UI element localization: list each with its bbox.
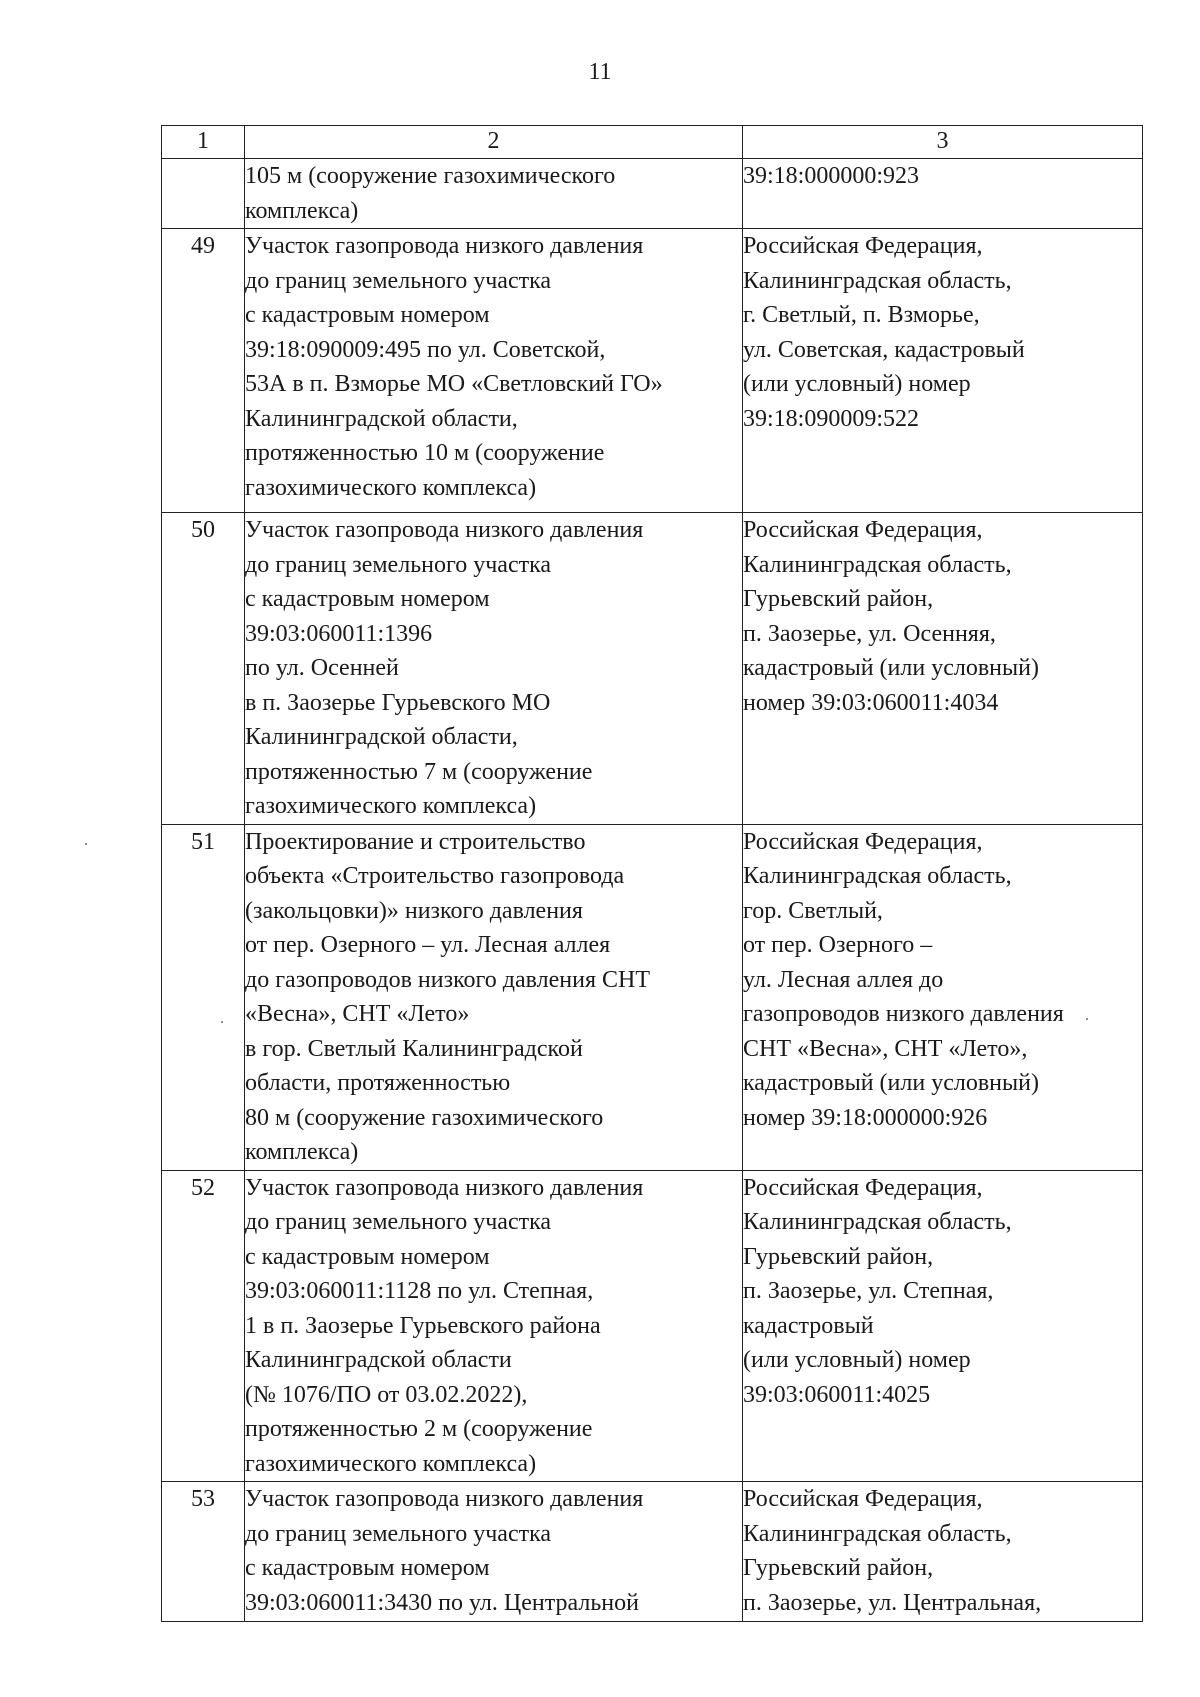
- address-line: п. Заозерье, ул. Центральная,: [743, 1589, 1042, 1616]
- description-line: комплекса): [245, 197, 359, 224]
- row-number: 49: [162, 229, 245, 513]
- table-row: [162, 824, 1143, 1170]
- description-line: до границ земельного участка: [245, 1209, 552, 1235]
- description-line: Калининградской области,: [245, 405, 518, 432]
- scan-speck: [85, 843, 87, 845]
- description-line: Участок газопровода низкого давления: [245, 233, 644, 259]
- address-line: номер 39:18:000000:926: [743, 1104, 988, 1131]
- description-line: по ул. Осенней: [245, 655, 399, 681]
- description-line: от пер. Озерного – ул. Лесная аллея: [245, 932, 611, 958]
- address-line: Российская Федерация,: [743, 517, 983, 543]
- address-line: Гурьевский район,: [743, 1555, 934, 1581]
- description-line: комплекса): [245, 1139, 359, 1165]
- address-line: номер 39:03:060011:4034: [743, 689, 999, 716]
- address-line: газопроводов низкого давления: [743, 1001, 1064, 1027]
- description-line: объекта «Строительство газопровода: [245, 863, 625, 889]
- description-line: 39:03:060011:1396: [245, 620, 433, 647]
- description-line: с кадастровым номером: [245, 1243, 490, 1270]
- table-row: [162, 513, 1143, 825]
- description-line: 105 м (сооружение газохимического: [245, 163, 616, 189]
- description-line: газохимического комплекса): [245, 474, 537, 501]
- scan-speck: [1086, 1018, 1088, 1020]
- description-line: протяженностью 7 м (сооружение: [245, 758, 593, 785]
- address-line: Калининградская область,: [743, 1209, 1012, 1235]
- table-row: [162, 1482, 1143, 1622]
- address-line: кадастровый: [743, 1312, 874, 1339]
- object-address: [743, 1170, 1143, 1482]
- description-line: с кадастровым номером: [245, 302, 490, 328]
- description-line: Участок газопровода низкого давления: [245, 1486, 644, 1512]
- description-line: (закольцовки)» низкого давления: [245, 897, 583, 924]
- description-line: 80 м (сооружение газохимического: [245, 1104, 604, 1131]
- address-line: кадастровый (или условный): [743, 1070, 1039, 1096]
- address-line: Калининградская область,: [743, 1520, 1012, 1547]
- description-line: Калининградской области,: [245, 724, 518, 750]
- address-line: Гурьевский район,: [743, 1243, 934, 1270]
- table-row: [162, 159, 1143, 229]
- address-line: СНТ «Весна», СНТ «Лето»,: [743, 1035, 1028, 1062]
- address-line: Российская Федерация,: [743, 828, 983, 855]
- header-col-1: 1: [162, 126, 245, 159]
- address-line: ул. Советская, кадастровый: [743, 336, 1025, 363]
- description-line: Калининградской области: [245, 1347, 512, 1373]
- description-line: 53А в п. Взморье МО «Светловский ГО»: [245, 371, 663, 397]
- table-header-row: [162, 126, 1143, 159]
- description-line: «Весна», СНТ «Лето»: [245, 1001, 470, 1027]
- address-line: ул. Лесная аллея до: [743, 966, 944, 993]
- description-line: до границ земельного участка: [245, 551, 552, 578]
- address-line: гор. Светлый,: [743, 897, 883, 924]
- object-address: [743, 513, 1143, 825]
- description-line: Проектирование и строительство: [245, 828, 586, 855]
- description-line: с кадастровым номером: [245, 586, 490, 612]
- description-line: 1 в п. Заозерье Гурьевского района: [245, 1312, 601, 1339]
- object-description: [245, 159, 743, 229]
- description-line: газохимического комплекса): [245, 793, 537, 819]
- description-line: области, протяженностью: [245, 1070, 511, 1096]
- row-number: 51: [162, 824, 245, 1170]
- scan-speck: [221, 1021, 223, 1023]
- description-line: 39:18:090009:495 по ул. Советской,: [245, 336, 606, 363]
- page-number: 11: [588, 59, 612, 85]
- objects-table: [161, 125, 1143, 1622]
- table-row: [162, 1170, 1143, 1482]
- row-number: 52: [162, 1170, 245, 1482]
- address-line: 39:18:090009:522: [743, 405, 920, 432]
- description-line: до границ земельного участка: [245, 1520, 552, 1547]
- address-line: 39:18:000000:923: [743, 163, 920, 189]
- object-description: [245, 824, 743, 1170]
- address-line: п. Заозерье, ул. Осенняя,: [743, 620, 996, 647]
- row-number: 53: [162, 1482, 245, 1622]
- object-description: [245, 1482, 743, 1622]
- address-line: кадастровый (или условный): [743, 655, 1039, 681]
- header-col-3: 3: [743, 126, 1143, 159]
- description-line: 39:03:060011:1128 по ул. Степная,: [245, 1278, 594, 1304]
- description-line: протяженностью 2 м (сооружение: [245, 1416, 593, 1442]
- description-line: в гор. Светлый Калининградской: [245, 1035, 583, 1062]
- row-number: 50: [162, 513, 245, 825]
- object-address: [743, 824, 1143, 1170]
- address-line: Гурьевский район,: [743, 586, 934, 612]
- object-address: [743, 159, 1143, 229]
- description-line: в п. Заозерье Гурьевского МО: [245, 689, 551, 716]
- description-line: газохимического комплекса): [245, 1450, 537, 1477]
- address-line: г. Светлый, п. Взморье,: [743, 302, 980, 328]
- address-line: Калининградская область,: [743, 551, 1012, 578]
- object-address: [743, 229, 1143, 513]
- description-line: Участок газопровода низкого давления: [245, 517, 644, 543]
- row-number: [162, 159, 245, 229]
- description-line: 39:03:060011:3430 по ул. Центральной: [245, 1589, 639, 1616]
- object-address: [743, 1482, 1143, 1622]
- address-line: Российская Федерация,: [743, 233, 983, 259]
- object-description: [245, 1170, 743, 1482]
- description-line: с кадастровым номером: [245, 1555, 490, 1581]
- description-line: Участок газопровода низкого давления: [245, 1174, 644, 1201]
- description-line: (№ 1076/ПО от 03.02.2022),: [245, 1381, 528, 1408]
- object-description: [245, 513, 743, 825]
- address-line: Российская Федерация,: [743, 1174, 983, 1201]
- description-line: до границ земельного участка: [245, 267, 552, 294]
- address-line: (или условный) номер: [743, 371, 971, 397]
- object-description: [245, 229, 743, 513]
- address-line: 39:03:060011:4025: [743, 1381, 931, 1408]
- address-line: (или условный) номер: [743, 1347, 971, 1373]
- table-row: [162, 229, 1143, 513]
- description-line: протяженностью 10 м (сооружение: [245, 440, 605, 466]
- description-line: до газопроводов низкого давления СНТ: [245, 966, 650, 993]
- address-line: Калининградская область,: [743, 863, 1012, 889]
- address-line: п. Заозерье, ул. Степная,: [743, 1278, 994, 1304]
- address-line: от пер. Озерного –: [743, 932, 933, 958]
- address-line: Калининградская область,: [743, 267, 1012, 294]
- header-col-2: 2: [245, 126, 743, 159]
- address-line: Российская Федерация,: [743, 1486, 983, 1512]
